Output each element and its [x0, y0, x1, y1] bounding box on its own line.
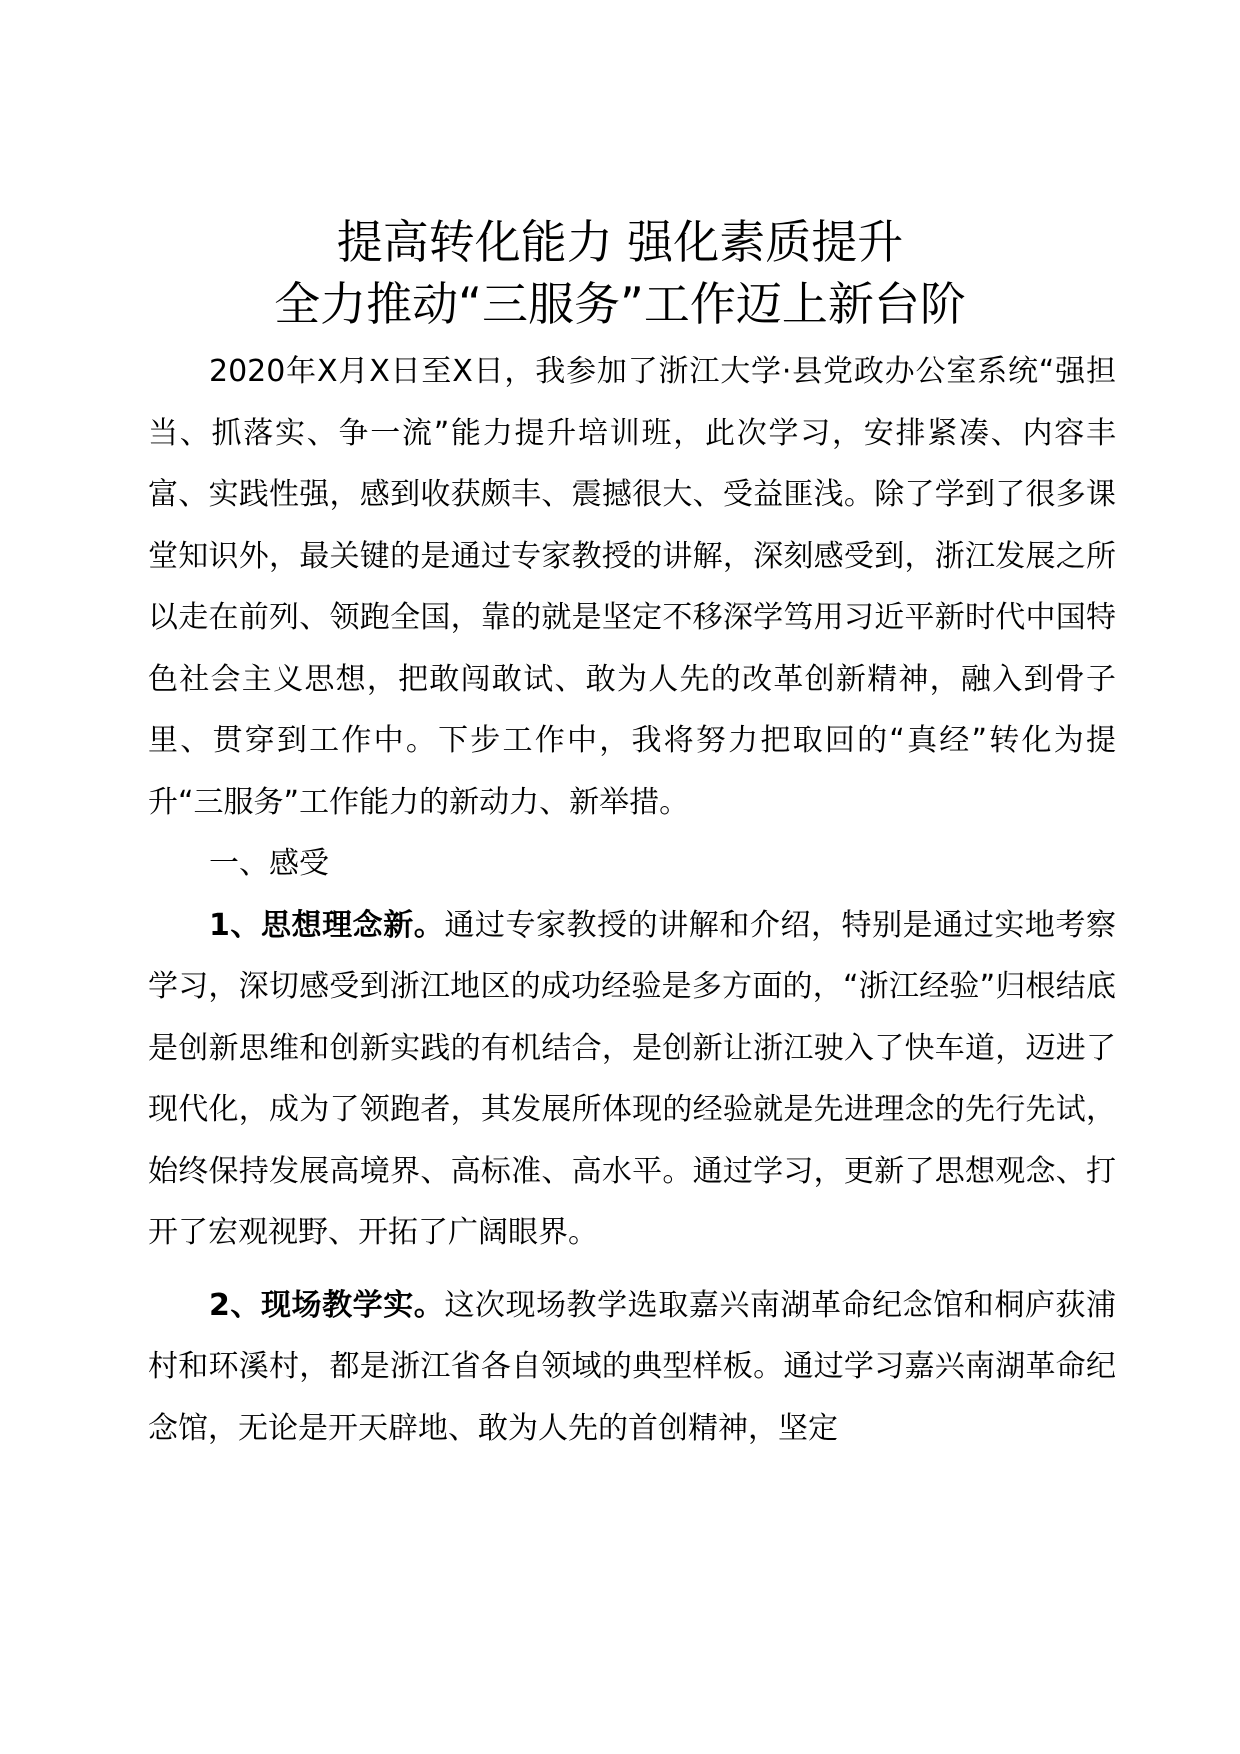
point-2-text: 这次现场教学选取嘉兴南湖革命纪念馆和桐庐荻浦村和环溪村，都是浙江省各自领域的典型样板。通过学习嘉兴南湖革命纪念馆，无论是开天辟地、敢为人先的首创精神，坚定	[148, 1287, 1117, 1446]
point-1-text: 通过专家教授的讲解和介绍，特别是通过实地考察学习，深切感受到浙江地区的成功经验是多方面的，“浙江经验”归根结底是创新思维和创新实践的有机结合，是创新让浙江驶入了快车道，迈进了现代化，成为了领跑者，其发展所体现的经验就是先进理念的先行先试，始终保持发展高境界、高标准、高水平。通过学习，更新了思想观念、打开了宏观视野、开拓了广阔眼界。	[148, 907, 1117, 1250]
section-heading-feelings: 一、感受	[209, 846, 329, 881]
point-2-lead: 2、现场教学实。	[209, 1287, 445, 1323]
document-body	[148, 341, 1116, 1459]
point-paragraph-1	[148, 895, 1116, 1264]
paragraph-spacer	[148, 1264, 1116, 1275]
document-title-line-2: 全力推动“三服务”工作迈上新台阶	[274, 277, 966, 331]
point-1-lead: 1、思想理念新。	[209, 907, 445, 943]
point-paragraph-2	[148, 1275, 1116, 1460]
intro-paragraph: 2020年X月X日至X日，我参加了浙江大学·县党政办公室系统“强担当、抓落实、争一流”能力提升培训班，此次学习，安排紧凑、内容丰富、实践性强，感到收获颇丰、震撼很大、受益匪浅。除了学到了很多课堂知识外，最关键的是通过专家教授的讲解，深刻感受到，浙江发展之所以走在前列、领跑全国，靠的就是坚定不移深学笃用习近平新时代中国特色社会主义思想，把敢闯敢试、敢为人先的改革创新精神，融入到骨子里、贯穿到工作中。下步工作中，我将努力把取回的“真经”转化为提升“三服务”工作能力的新动力、新举措。	[148, 354, 1116, 820]
document-title-line-1: 提高转化能力 强化素质提升	[336, 215, 904, 269]
